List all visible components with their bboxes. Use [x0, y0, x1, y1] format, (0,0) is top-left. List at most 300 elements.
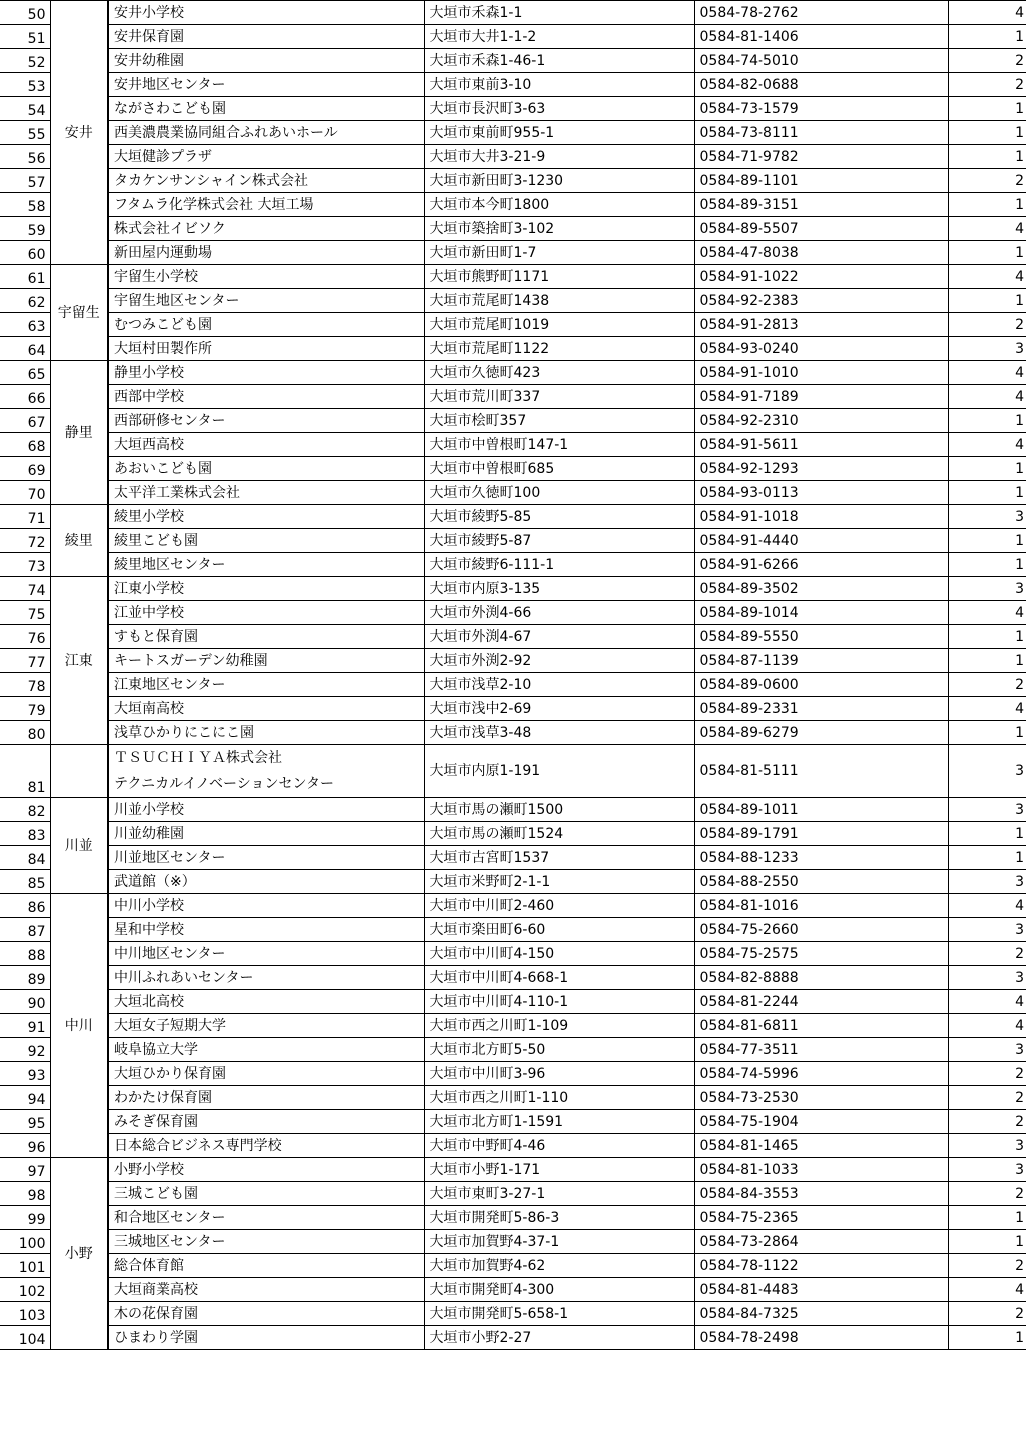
facility-name: 大垣西高校	[108, 433, 424, 457]
facility-phone: 0584-81-1406	[694, 25, 948, 49]
table-row	[0, 145, 1026, 169]
facility-address: 大垣市荒尾町1438	[424, 289, 694, 313]
table-row	[0, 385, 1026, 409]
table-row	[0, 121, 1026, 145]
facility-address: 大垣市禾森1-46-1	[424, 49, 694, 73]
facility-count: 2	[948, 1110, 1026, 1134]
facility-name: 三城こども園	[108, 1182, 424, 1206]
facility-phone: 0584-91-6266	[694, 553, 948, 577]
row-number: 60	[0, 241, 50, 265]
facility-address: 大垣市中川町4-668-1	[424, 966, 694, 990]
row-number: 99	[0, 1206, 50, 1230]
facility-count: 2	[948, 49, 1026, 73]
facility-count: 2	[948, 73, 1026, 97]
row-number: 86	[0, 894, 50, 918]
row-number: 51	[0, 25, 50, 49]
facility-phone: 0584-91-2813	[694, 313, 948, 337]
facility-address: 大垣市中曽根町685	[424, 457, 694, 481]
row-number: 64	[0, 337, 50, 361]
facility-name: 日本総合ビジネス専門学校	[108, 1134, 424, 1158]
facility-name: ながさわこども園	[108, 97, 424, 121]
row-number: 58	[0, 193, 50, 217]
row-number: 97	[0, 1158, 50, 1182]
table-row	[0, 1014, 1026, 1038]
facility-address: 大垣市荒尾町1019	[424, 313, 694, 337]
facility-address: 大垣市大井3-21-9	[424, 145, 694, 169]
facility-name: 安井小学校	[108, 1, 424, 25]
facility-address: 大垣市荒川町337	[424, 385, 694, 409]
facility-phone: 0584-74-5996	[694, 1062, 948, 1086]
facility-address: 大垣市馬の瀬町1500	[424, 798, 694, 822]
facility-address: 大垣市浅草2-10	[424, 673, 694, 697]
facility-address: 大垣市開発町4-300	[424, 1278, 694, 1302]
facility-name: 太平洋工業株式会社	[108, 481, 424, 505]
facility-count: 4	[948, 601, 1026, 625]
facility-name: 大垣南高校	[108, 697, 424, 721]
facility-name: 江東地区センター	[108, 673, 424, 697]
facility-phone: 0584-89-1791	[694, 822, 948, 846]
row-number: 71	[0, 505, 50, 529]
facility-phone: 0584-91-1018	[694, 505, 948, 529]
facility-count: 1	[948, 721, 1026, 745]
table-row	[0, 1302, 1026, 1326]
facility-name: ひまわり学園	[108, 1326, 424, 1350]
facility-count: 4	[948, 265, 1026, 289]
facility-phone: 0584-91-5611	[694, 433, 948, 457]
area-cell	[50, 745, 108, 798]
table-row	[0, 1182, 1026, 1206]
facility-name: キートスガーデン幼稚園	[108, 649, 424, 673]
facility-name: 江東小学校	[108, 577, 424, 601]
row-number: 62	[0, 289, 50, 313]
table-row	[0, 553, 1026, 577]
facility-phone: 0584-88-2550	[694, 870, 948, 894]
facility-address: 大垣市加賀野4-37-1	[424, 1230, 694, 1254]
table-row	[0, 505, 1026, 529]
facility-phone: 0584-82-0688	[694, 73, 948, 97]
area-cell: 川並	[50, 798, 108, 894]
table-row	[0, 1278, 1026, 1302]
facility-phone: 0584-78-2498	[694, 1326, 948, 1350]
facility-count: 2	[948, 1302, 1026, 1326]
facility-count: 1	[948, 97, 1026, 121]
table-row	[0, 918, 1026, 942]
facility-name: 宇留生地区センター	[108, 289, 424, 313]
facility-address: 大垣市中川町3-96	[424, 1062, 694, 1086]
table-row	[0, 289, 1026, 313]
facility-count: 1	[948, 241, 1026, 265]
facility-address: 大垣市小野1-171	[424, 1158, 694, 1182]
facility-address: 大垣市内原3-135	[424, 577, 694, 601]
facility-name-line1: ＴＳＵＣＨＩＹＡ株式会社	[114, 750, 282, 766]
row-number: 69	[0, 457, 50, 481]
facility-address: 大垣市新田町3-1230	[424, 169, 694, 193]
table-row	[0, 1206, 1026, 1230]
row-number: 50	[0, 1, 50, 25]
facility-count: 4	[948, 361, 1026, 385]
row-number: 87	[0, 918, 50, 942]
facility-name: 大垣村田製作所	[108, 337, 424, 361]
row-number: 56	[0, 145, 50, 169]
facility-name: 岐阜協立大学	[108, 1038, 424, 1062]
facility-count: 1	[948, 625, 1026, 649]
facility-name: 大垣健診プラザ	[108, 145, 424, 169]
facility-name-line2: テクニカルイノベーションセンター	[114, 776, 334, 792]
facility-count: 3	[948, 337, 1026, 361]
facility-phone: 0584-89-5507	[694, 217, 948, 241]
facility-count: 3	[948, 505, 1026, 529]
facility-phone: 0584-75-2575	[694, 942, 948, 966]
facility-address: 大垣市外渕4-66	[424, 601, 694, 625]
facility-address: 大垣市楽田町6-60	[424, 918, 694, 942]
facility-address: 大垣市中野町4-46	[424, 1134, 694, 1158]
facility-address: 大垣市小野2-27	[424, 1326, 694, 1350]
facility-name: わかたけ保育園	[108, 1086, 424, 1110]
facility-count: 1	[948, 145, 1026, 169]
facility-address: 大垣市東前3-10	[424, 73, 694, 97]
facility-count: 1	[948, 846, 1026, 870]
table-row	[0, 798, 1026, 822]
facility-address: 大垣市禾森1-1	[424, 1, 694, 25]
facility-count: 3	[948, 918, 1026, 942]
facility-count: 4	[948, 697, 1026, 721]
facility-name: 中川小学校	[108, 894, 424, 918]
facility-name: 大垣女子短期大学	[108, 1014, 424, 1038]
row-number: 79	[0, 697, 50, 721]
facility-name: 綾里地区センター	[108, 553, 424, 577]
facility-phone: 0584-84-3553	[694, 1182, 948, 1206]
row-number: 95	[0, 1110, 50, 1134]
facility-name: 大垣ひかり保育園	[108, 1062, 424, 1086]
facility-address: 大垣市大井1-1-2	[424, 25, 694, 49]
table-row	[0, 169, 1026, 193]
facility-phone: 0584-47-8038	[694, 241, 948, 265]
facility-name: 西部中学校	[108, 385, 424, 409]
facility-phone: 0584-73-2864	[694, 1230, 948, 1254]
table-row	[0, 1326, 1026, 1350]
table-row	[0, 697, 1026, 721]
facility-name: タカケンサンシャイン株式会社	[108, 169, 424, 193]
table-row	[0, 97, 1026, 121]
table-row	[0, 265, 1026, 289]
table-row	[0, 745, 1026, 798]
facility-table-body	[0, 1, 1026, 1350]
facility-phone: 0584-89-3502	[694, 577, 948, 601]
table-row	[0, 1, 1026, 25]
facility-phone: 0584-84-7325	[694, 1302, 948, 1326]
facility-count: 3	[948, 966, 1026, 990]
facility-count: 3	[948, 798, 1026, 822]
facility-count: 4	[948, 217, 1026, 241]
table-row	[0, 870, 1026, 894]
facility-name: むつみこども園	[108, 313, 424, 337]
facility-name: 和合地区センター	[108, 1206, 424, 1230]
facility-phone: 0584-89-5550	[694, 625, 948, 649]
table-row	[0, 625, 1026, 649]
row-number: 75	[0, 601, 50, 625]
facility-phone: 0584-91-1010	[694, 361, 948, 385]
table-row	[0, 721, 1026, 745]
table-row	[0, 313, 1026, 337]
row-number: 68	[0, 433, 50, 457]
facility-address: 大垣市開発町5-86-3	[424, 1206, 694, 1230]
row-number: 92	[0, 1038, 50, 1062]
facility-phone: 0584-73-8111	[694, 121, 948, 145]
facility-address: 大垣市外渕2-92	[424, 649, 694, 673]
row-number: 96	[0, 1134, 50, 1158]
table-row	[0, 1086, 1026, 1110]
facility-count: 4	[948, 433, 1026, 457]
facility-count: 2	[948, 1062, 1026, 1086]
row-number: 103	[0, 1302, 50, 1326]
facility-address: 大垣市浅中2-69	[424, 697, 694, 721]
facility-phone: 0584-81-1033	[694, 1158, 948, 1182]
facility-count: 1	[948, 121, 1026, 145]
facility-name: フタムラ化学株式会社 大垣工場	[108, 193, 424, 217]
facility-name: 小野小学校	[108, 1158, 424, 1182]
facility-address: 大垣市新田町1-7	[424, 241, 694, 265]
facility-address: 大垣市開発町5-658-1	[424, 1302, 694, 1326]
facility-count: 2	[948, 1182, 1026, 1206]
facility-address: 大垣市中川町2-460	[424, 894, 694, 918]
row-number: 91	[0, 1014, 50, 1038]
facility-phone: 0584-92-2383	[694, 289, 948, 313]
facility-address: 大垣市熊野町1171	[424, 265, 694, 289]
table-row	[0, 1134, 1026, 1158]
row-number: 76	[0, 625, 50, 649]
facility-name: 株式会社イビソク	[108, 217, 424, 241]
row-number: 74	[0, 577, 50, 601]
table-row	[0, 337, 1026, 361]
row-number: 101	[0, 1254, 50, 1278]
row-number: 57	[0, 169, 50, 193]
facility-count: 1	[948, 289, 1026, 313]
table-row	[0, 577, 1026, 601]
table-row	[0, 894, 1026, 918]
area-cell: 江東	[50, 577, 108, 745]
area-cell: 綾里	[50, 505, 108, 577]
facility-name: 綾里こども園	[108, 529, 424, 553]
facility-name: 星和中学校	[108, 918, 424, 942]
facility-name: 中川地区センター	[108, 942, 424, 966]
facility-address: 大垣市西之川町1-110	[424, 1086, 694, 1110]
facility-address: 大垣市綾野5-85	[424, 505, 694, 529]
table-row	[0, 49, 1026, 73]
facility-address: 大垣市外渕4-67	[424, 625, 694, 649]
row-number: 85	[0, 870, 50, 894]
table-row	[0, 361, 1026, 385]
facility-count: 1	[948, 553, 1026, 577]
table-row	[0, 217, 1026, 241]
row-number: 59	[0, 217, 50, 241]
facility-phone: 0584-89-1011	[694, 798, 948, 822]
table-row	[0, 409, 1026, 433]
facility-phone: 0584-89-3151	[694, 193, 948, 217]
row-number: 80	[0, 721, 50, 745]
facility-address: 大垣市桧町357	[424, 409, 694, 433]
facility-phone: 0584-81-2244	[694, 990, 948, 1014]
facility-address: 大垣市北方町1-1591	[424, 1110, 694, 1134]
facility-count: 1	[948, 1206, 1026, 1230]
facility-phone: 0584-91-4440	[694, 529, 948, 553]
facility-count: 4	[948, 1014, 1026, 1038]
row-number: 54	[0, 97, 50, 121]
facility-name: あおいこども園	[108, 457, 424, 481]
facility-address: 大垣市古宮町1537	[424, 846, 694, 870]
facility-count: 1	[948, 1326, 1026, 1350]
row-number: 102	[0, 1278, 50, 1302]
facility-phone: 0584-82-8888	[694, 966, 948, 990]
facility-name: 宇留生小学校	[108, 265, 424, 289]
facility-count: 2	[948, 942, 1026, 966]
row-number: 88	[0, 942, 50, 966]
facility-count: 1	[948, 193, 1026, 217]
facility-address: 大垣市加賀野4-62	[424, 1254, 694, 1278]
facility-name: 新田屋内運動場	[108, 241, 424, 265]
facility-count: 3	[948, 870, 1026, 894]
area-cell: 中川	[50, 894, 108, 1158]
table-row	[0, 241, 1026, 265]
facility-name: 大垣北高校	[108, 990, 424, 1014]
facility-address: 大垣市中曽根町147-1	[424, 433, 694, 457]
facility-phone: 0584-93-0240	[694, 337, 948, 361]
facility-count: 1	[948, 649, 1026, 673]
row-number: 90	[0, 990, 50, 1014]
facility-count: 4	[948, 894, 1026, 918]
table-row	[0, 433, 1026, 457]
facility-phone: 0584-89-6279	[694, 721, 948, 745]
facility-phone: 0584-78-1122	[694, 1254, 948, 1278]
facility-name: 静里小学校	[108, 361, 424, 385]
facility-count: 1	[948, 529, 1026, 553]
facility-name: すもと保育園	[108, 625, 424, 649]
facility-name: 川並幼稚園	[108, 822, 424, 846]
area-cell: 安井	[50, 1, 108, 265]
facility-count: 2	[948, 169, 1026, 193]
row-number: 63	[0, 313, 50, 337]
facility-name: 三城地区センター	[108, 1230, 424, 1254]
facility-name: 総合体育館	[108, 1254, 424, 1278]
facility-phone: 0584-73-2530	[694, 1086, 948, 1110]
row-number: 52	[0, 49, 50, 73]
table-row	[0, 990, 1026, 1014]
facility-name	[108, 745, 424, 798]
facility-count: 1	[948, 822, 1026, 846]
facility-phone: 0584-89-1101	[694, 169, 948, 193]
row-number: 55	[0, 121, 50, 145]
facility-address: 大垣市中川町4-150	[424, 942, 694, 966]
table-row	[0, 1062, 1026, 1086]
facility-name: 江並中学校	[108, 601, 424, 625]
facility-phone: 0584-81-1465	[694, 1134, 948, 1158]
facility-address: 大垣市東前町955-1	[424, 121, 694, 145]
facility-phone: 0584-92-2310	[694, 409, 948, 433]
facility-name: 川並地区センター	[108, 846, 424, 870]
row-number: 70	[0, 481, 50, 505]
table-row	[0, 25, 1026, 49]
facility-count: 1	[948, 481, 1026, 505]
facility-count: 2	[948, 673, 1026, 697]
facility-count: 4	[948, 385, 1026, 409]
area-cell: 静里	[50, 361, 108, 505]
facility-name: 大垣商業高校	[108, 1278, 424, 1302]
table-row	[0, 966, 1026, 990]
table-row	[0, 481, 1026, 505]
row-number: 72	[0, 529, 50, 553]
row-number: 61	[0, 265, 50, 289]
table-row	[0, 73, 1026, 97]
row-number: 104	[0, 1326, 50, 1350]
facility-name: 西部研修センター	[108, 409, 424, 433]
table-row	[0, 649, 1026, 673]
row-number: 84	[0, 846, 50, 870]
facility-phone: 0584-77-3511	[694, 1038, 948, 1062]
facility-address: 大垣市本今町1800	[424, 193, 694, 217]
facility-phone: 0584-75-2365	[694, 1206, 948, 1230]
area-cell: 宇留生	[50, 265, 108, 361]
facility-count: 1	[948, 25, 1026, 49]
facility-name: 安井地区センター	[108, 73, 424, 97]
facility-count: 1	[948, 457, 1026, 481]
facility-phone: 0584-73-1579	[694, 97, 948, 121]
table-row	[0, 1254, 1026, 1278]
facility-phone: 0584-78-2762	[694, 1, 948, 25]
row-number: 100	[0, 1230, 50, 1254]
facility-phone: 0584-75-1904	[694, 1110, 948, 1134]
table-row	[0, 601, 1026, 625]
row-number: 94	[0, 1086, 50, 1110]
facility-address: 大垣市綾野5-87	[424, 529, 694, 553]
facility-address: 大垣市荒尾町1122	[424, 337, 694, 361]
facility-count: 2	[948, 1086, 1026, 1110]
facility-phone: 0584-87-1139	[694, 649, 948, 673]
facility-name: 安井保育園	[108, 25, 424, 49]
facility-phone: 0584-93-0113	[694, 481, 948, 505]
row-number: 67	[0, 409, 50, 433]
facility-address: 大垣市東町3-27-1	[424, 1182, 694, 1206]
row-number: 93	[0, 1062, 50, 1086]
facility-name: 浅草ひかりにこにこ園	[108, 721, 424, 745]
row-number: 82	[0, 798, 50, 822]
facility-count: 4	[948, 1278, 1026, 1302]
table-row	[0, 1158, 1026, 1182]
table-row	[0, 1038, 1026, 1062]
facility-address: 大垣市綾野6-111-1	[424, 553, 694, 577]
facility-name: 綾里小学校	[108, 505, 424, 529]
table-row	[0, 529, 1026, 553]
table-row	[0, 673, 1026, 697]
facility-address: 大垣市西之川町1-109	[424, 1014, 694, 1038]
facility-address: 大垣市築捨町3-102	[424, 217, 694, 241]
table-row	[0, 942, 1026, 966]
facility-count: 1	[948, 1230, 1026, 1254]
facility-count: 4	[948, 990, 1026, 1014]
facility-address: 大垣市久徳町100	[424, 481, 694, 505]
row-number: 73	[0, 553, 50, 577]
facility-count: 3	[948, 1158, 1026, 1182]
table-row	[0, 846, 1026, 870]
row-number: 89	[0, 966, 50, 990]
table-row	[0, 1110, 1026, 1134]
facility-phone: 0584-92-1293	[694, 457, 948, 481]
row-number: 98	[0, 1182, 50, 1206]
facility-name: 武道館（※）	[108, 870, 424, 894]
facility-address: 大垣市米野町2-1-1	[424, 870, 694, 894]
facility-count: 2	[948, 313, 1026, 337]
facility-name: みそぎ保育園	[108, 1110, 424, 1134]
facility-count: 2	[948, 1254, 1026, 1278]
table-row	[0, 1230, 1026, 1254]
